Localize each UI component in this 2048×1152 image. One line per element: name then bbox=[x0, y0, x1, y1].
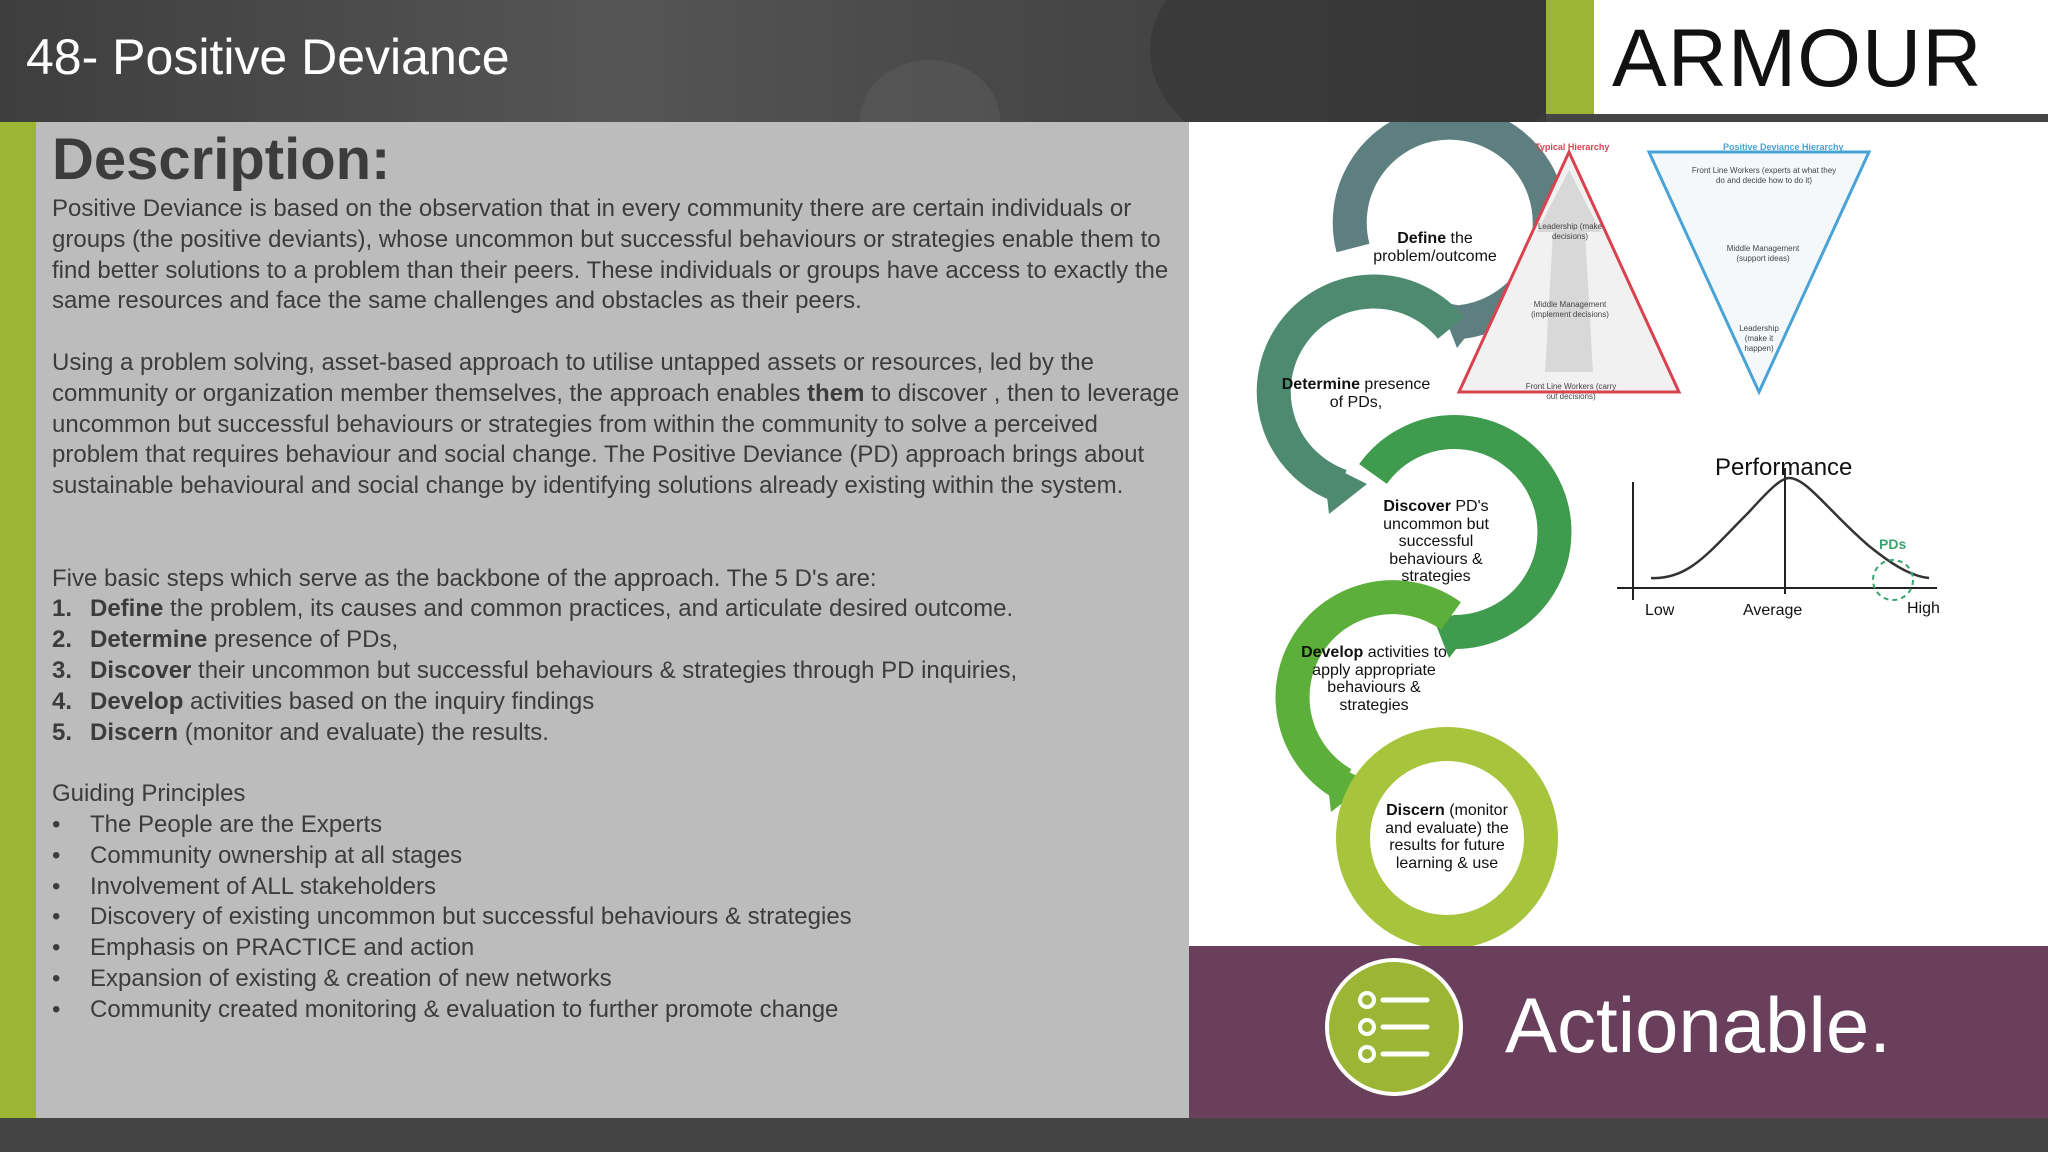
cycle-label-discern: Discern (monitor and evaluate) the results for future learning & use bbox=[1385, 802, 1509, 872]
principle-item: • The People are the Experts bbox=[52, 810, 383, 838]
performance-high-label: High bbox=[1907, 600, 1940, 617]
pds-label: PDs bbox=[1879, 536, 1907, 552]
cycle-label-determine: Determine presence of PDs, bbox=[1281, 376, 1431, 411]
principle-item: • Involvement of ALL stakeholders bbox=[52, 872, 436, 900]
pd-hierarchy-title: Positive Deviance Hierarchy bbox=[1723, 142, 1844, 152]
header-bar bbox=[0, 0, 1546, 122]
steps-list bbox=[52, 594, 1182, 748]
left-accent-bar bbox=[0, 122, 36, 1118]
performance-low-label: Low bbox=[1645, 602, 1675, 619]
principle-item: • Community created monitoring & evaluation to further promote change bbox=[52, 995, 839, 1023]
brand-logo: ARMOUR bbox=[1612, 13, 1983, 104]
list-icon bbox=[1329, 962, 1459, 1092]
typical-level-3: Front Line Workers (carry out decisions) bbox=[1525, 382, 1617, 401]
cycle-label-develop: Develop activities to apply appropriate behaviours & strategies bbox=[1301, 644, 1447, 714]
brand-accent bbox=[1546, 0, 1594, 114]
description-heading: Description: bbox=[52, 127, 391, 192]
step-item: 5. Discern (monitor and evaluate) the results. bbox=[52, 718, 549, 746]
principle-item: • Emphasis on PRACTICE and action bbox=[52, 934, 475, 962]
steps-intro: Five basic steps which serve as the backbone of the approach. The 5 D's are: bbox=[52, 564, 877, 592]
cycle-label-define: Define the problem/outcome bbox=[1373, 230, 1497, 265]
pd-level-2: Middle Management (support ideas) bbox=[1726, 244, 1800, 263]
performance-title: Performance bbox=[1715, 454, 1853, 481]
step-item: 4. Develop activities based on the inquiry findings bbox=[52, 687, 595, 715]
footer-bar bbox=[0, 1118, 2048, 1152]
step-item: 2. Determine presence of PDs, bbox=[52, 626, 399, 654]
diagram-panel bbox=[1189, 122, 2048, 946]
actionable-banner bbox=[1189, 946, 2048, 1118]
brand-logo-box bbox=[1594, 0, 2048, 114]
description-paragraph-1: Positive Deviance is based on the observation that in every community there are certain individuals or groups (the positive deviants), whose uncommon but successful behaviours or strategies enable them to find better solutions to a problem than their peers. These individuals or groups have access to exactly the same resources and face the same challenges and obstacles as their peers. bbox=[52, 195, 1169, 315]
typical-level-1: Leadership (make decisions) bbox=[1537, 222, 1603, 241]
hierarchy-diagram bbox=[1459, 152, 1869, 392]
description-paragraph-2: Using a problem solving, asset-based approach to utilise untapped assets or resources, led by the community or organization member themselves, the approach enables them to discover , then to leverage uncommon but successful behaviours or strategies from within the community to solve a perceived problem that requires behaviour and social change. The Positive Deviance (PD) approach brings about sustainable behavioural and social change by identifying solutions already existing within the system. bbox=[52, 348, 1180, 500]
typical-level-2: Middle Management (implement decisions) bbox=[1531, 300, 1609, 319]
five-d-cycle-diagram bbox=[1189, 122, 2048, 946]
pd-level-3: Leadership (make it happen) bbox=[1739, 324, 1779, 353]
step-item: 3. Discover their uncommon but successful behaviours & strategies through PD inquiries, bbox=[52, 656, 1018, 684]
performance-average-label: Average bbox=[1743, 602, 1803, 619]
header-decoration-2 bbox=[860, 60, 1000, 122]
description-body bbox=[52, 194, 1182, 1026]
description-panel bbox=[36, 122, 1189, 1118]
principles-heading: Guiding Principles bbox=[52, 780, 246, 808]
header-decoration bbox=[1150, 0, 1546, 122]
performance-chart bbox=[1617, 468, 1937, 600]
principle-item: • Community ownership at all stages bbox=[52, 841, 463, 869]
pd-level-1: Front Line Workers (experts at what they do and decide how to do it) bbox=[1691, 166, 1837, 185]
cycle-label-discover: Discover PD's uncommon but successful behaviours & strategies bbox=[1383, 498, 1489, 586]
principles-list bbox=[52, 810, 1182, 1026]
step-item: 1. Define the problem, its causes and common practices, and articulate desired outcome. bbox=[52, 595, 1014, 623]
principle-item: • Expansion of existing & creation of new networks bbox=[52, 964, 612, 992]
principle-item: • Discovery of existing uncommon but successful behaviours & strategies bbox=[52, 903, 852, 931]
actionable-text: Actionable. bbox=[1505, 981, 1891, 1069]
slide-title: 48- Positive Deviance bbox=[26, 29, 510, 85]
typical-hierarchy-title: Typical Hierarchy bbox=[1535, 142, 1610, 152]
